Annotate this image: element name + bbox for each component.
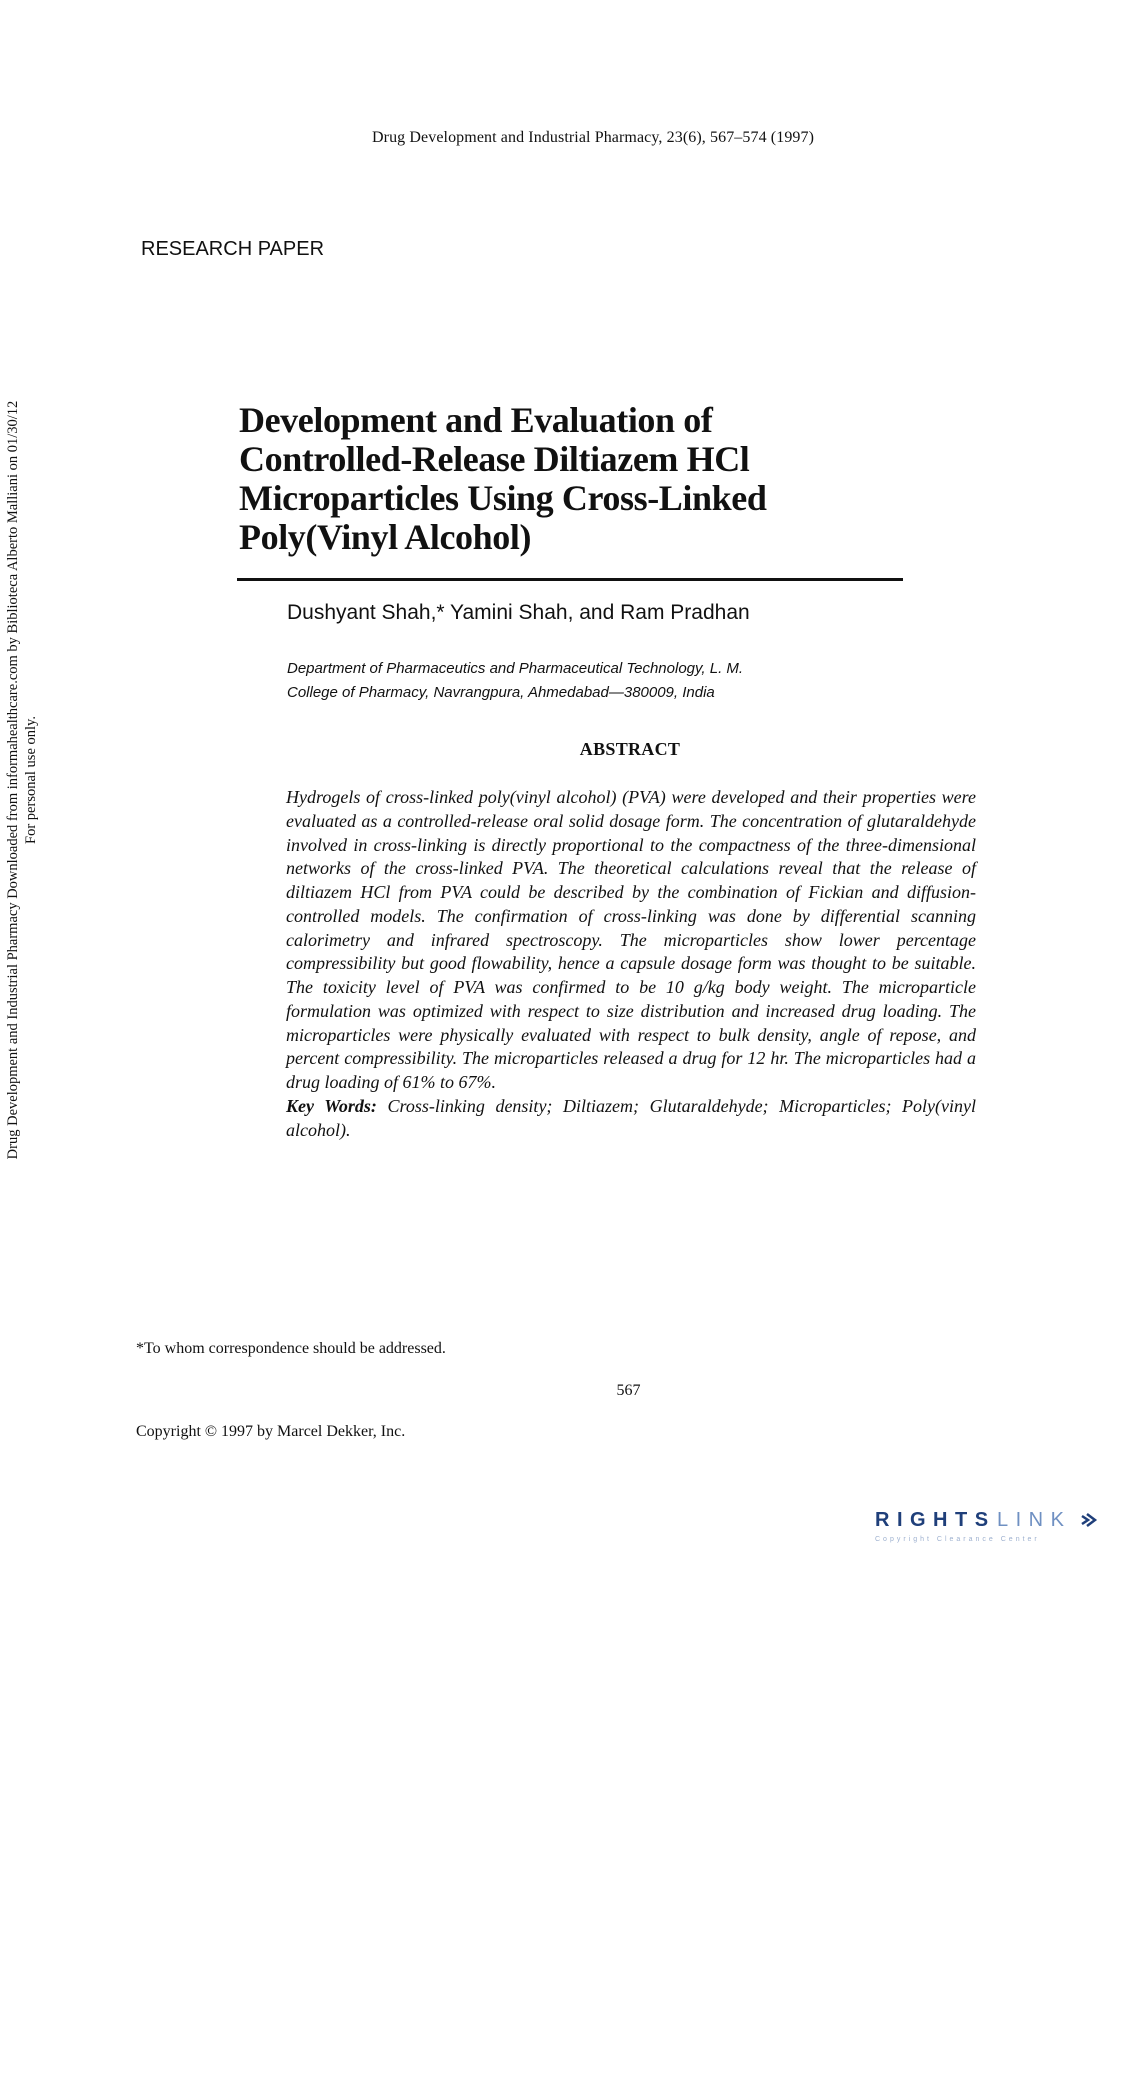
side-note-line-1: Drug Development and Industrial Pharmacy Downloaded from informahealthcare.com by Biblioteca Alberto Malliani on 01/30/12 <box>5 400 21 1160</box>
side-download-note-text <box>4 345 40 1215</box>
author-list: Dushyant Shah,* Yamini Shah, and Ram Pradhan <box>287 601 750 624</box>
affiliation-line: College of Pharmacy, Navrangpura, Ahmedabad—380009, India <box>287 684 715 701</box>
correspondence-footnote: *To whom correspondence should be addressed. <box>136 1340 446 1357</box>
rightslink-logo-icon[interactable] <box>873 1505 1108 1545</box>
author-affiliation <box>287 657 927 705</box>
title-line: Controlled-Release Diltiazem HCl <box>239 439 750 479</box>
abstract-text: Hydrogels of cross-linked poly(vinyl alcohol) (PVA) were developed and their properties were evaluated as a controlled-release oral solid dosage form. The concentration of glutaraldehyde involved in cross-linking is directly proportional to the compactness of the three-dimensional networks of the cross-linked PVA. The theoretical calculations reveal that the release of diltiazem HCl from PVA could be described by the combination of Fickian and diffusion-controlled models. The confirmation of cross-linking was done by differential scanning calorimetry and infrared spectroscopy. The microparticles show lower percentage compressibility but good flowability, hence a capsule dosage form was thought to be suitable. The toxicity level of PVA was confirmed to be 10 g/kg body weight. The microparticle formulation was optimized with respect to size distribution and increased drug loading. The microparticles were physically evaluated with respect to bulk density, angle of repose, and percent compressibility. The microparticles released a drug for 12 hr. The microparticles had a drug loading of 61% to 67%. <box>286 787 976 1092</box>
title-line: Development and Evaluation of <box>239 400 713 440</box>
title-divider <box>237 578 903 581</box>
title-line: Microparticles Using Cross-Linked <box>239 478 767 518</box>
title-line: Poly(Vinyl Alcohol) <box>239 517 532 557</box>
abstract-heading: ABSTRACT <box>579 739 681 759</box>
copyright-notice: Copyright © 1997 by Marcel Dekker, Inc. <box>136 1423 406 1440</box>
side-note-line-2: For personal use only. <box>23 716 39 844</box>
section-label: RESEARCH PAPER <box>141 238 325 260</box>
keywords-label: Key Words: <box>286 1095 377 1116</box>
keywords-text: Cross-linking density; Diltiazem; Glutaraldehyde; Microparticles; Poly(vinyl alcohol). <box>286 1095 976 1140</box>
affiliation-line: Department of Pharmaceutics and Pharmaceutical Technology, L. M. <box>287 660 744 677</box>
svg-text:RIGHTS: RIGHTS <box>875 1509 996 1531</box>
article-title <box>239 401 879 557</box>
svg-text:LINK: LINK <box>997 1509 1072 1531</box>
abstract-section <box>286 786 976 1142</box>
svg-text:Copyright Clearance Center: Copyright Clearance Center <box>875 1536 1040 1543</box>
journal-citation: Drug Development and Industrial Pharmacy, 23(6), 567–574 (1997) <box>372 129 815 146</box>
page-number: 567 <box>616 1382 641 1399</box>
side-download-note <box>4 400 46 2085</box>
